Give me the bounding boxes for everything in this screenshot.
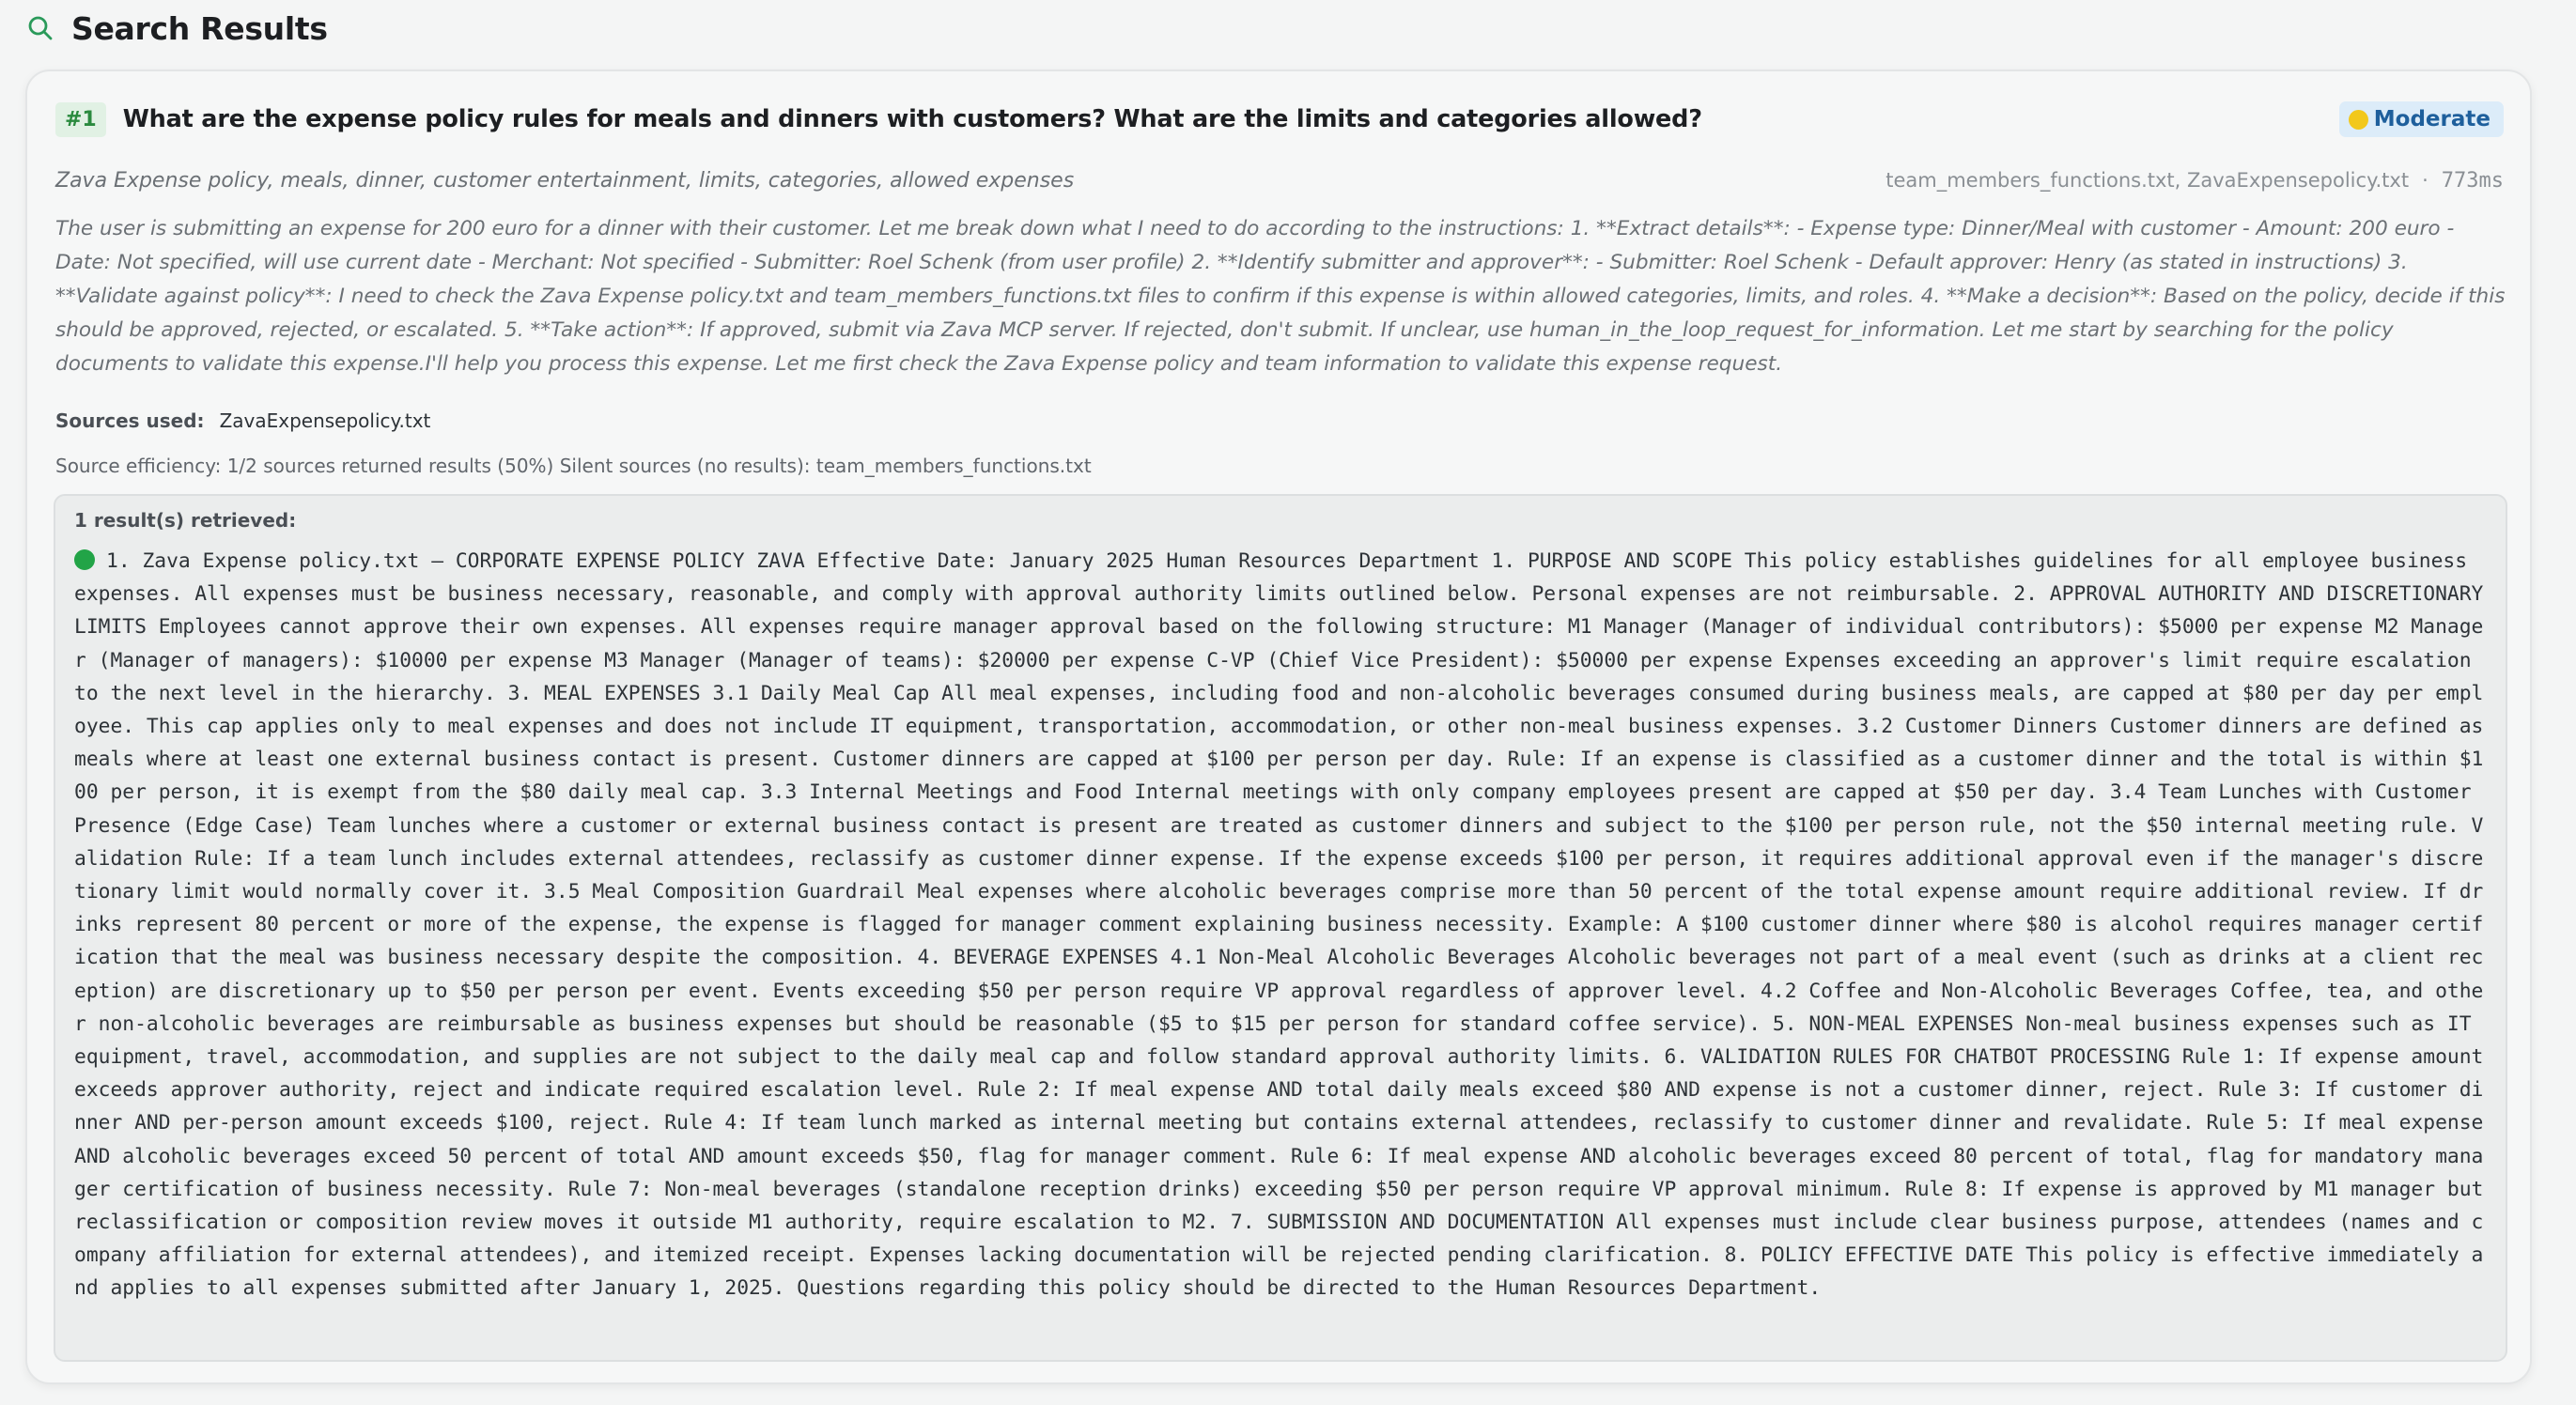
source-files: team_members_functions.txt, ZavaExpensepolicy.txt (1885, 169, 2410, 192)
search-duration: 773ms (2441, 168, 2504, 193)
complexity-badge-label: Moderate (2373, 107, 2491, 131)
retrieved-result-item (74, 545, 2485, 1305)
sources-used-value: ZavaExpensepolicy.txt (219, 409, 431, 432)
result-number-badge: #1 (55, 102, 106, 137)
search-results-header (26, 6, 328, 51)
search-keywords: Zava Expense policy, meals, dinner, customer entertainment, limits, categories, allowed expenses (55, 168, 1075, 193)
search-icon (26, 14, 54, 42)
retrieved-results-panel (54, 494, 2507, 1362)
reasoning-text: The user is submitting an expense for 200 euro for a dinner with their customer. Let me break down what I need to do according to the instructions: 1. **Extract details**: - Expense type: Dinner/Meal with customer - Amount: 200 euro - Date: Not specified, will use current date - Merchant: Not specified - Submitter: Roel Schenk (from user profile) 2. **Identify submitter and approver**: - Submitter: Roel Schenk - Default approver: Henry (as stated in instructions) 3. **Validate against policy**: I need to check the Zava Expense policy.txt and team_members_functions.txt files to confirm if this expense is within allowed categories, limits, and roles. 4. **Make a decision**: Based on the policy, decide if this should be approved, rejected, or escalated. 5. **Take action**: If approved, submit via Zava MCP server. If rejected, don't submit. If unclear, use human_in_the_loop_request_for_information. Let me start by searching for the policy documents to validate this expense.I'll help you process this expense. Let me first check the Zava Expense policy and team information to validate this expense request. (55, 217, 2506, 376)
result-meta-row (55, 162, 2504, 199)
retrieved-result-text: 1. Zava Expense policy.txt — CORPORATE EXPENSE POLICY ZAVA Effective Date: January 2025 Human Resources Department 1. PURPOSE AND SCOPE This policy establishes guidelines for all employee business expenses. All expenses must be business necessary, reasonable, and comply with approval authority limits outlined below. Personal expenses are not reimbursable. 2. APPROVAL AUTHORITY AND DISCRETIONARY LIMITS Employees cannot approve their own expenses. All expenses require manager approval based on the following structure: M1 Manager (Manager of individual contributors): $5000 per expense M2 Manager (Manager of managers): $10000 per expense M3 Manager (Manager of teams): $20000 per expense C-VP (Chief Vice President): $50000 per expense Expenses exceeding an approver's limit require escalation to the next level in the hierarchy. 3. MEAL EXPENSES 3.1 Daily Meal Cap All meal expenses, including food and non-alcoholic beverages consumed during business meals, are capped at $80 per day per employee. This cap applies only to meal expenses and does not include IT equipment, transportation, accommodation, or other non-meal business expenses. 3.2 Customer Dinners Customer dinners are defined as meals where at least one external business contact is present. Customer dinners are capped at $100 per person per day. Rule: If an expense is classified as a customer dinner and the total is within $100 per person, it is exempt from the $80 daily meal cap. 3.3 Internal Meetings and Food Internal meetings with only company employees present are capped at $50 per day. 3.4 Team Lunches with Customer Presence (Edge Case) Team lunches where a customer or external business contact is present are treated as customer dinners and subject to the $100 per person rule, not the $50 internal meeting rule. Validation Rule: If a team lunch includes external attendees, reclassify as customer dinner expense. If the expense exceeds $100 per person, it requires additional approval even if the manager's discretionary limit would normally cover it. 3.5 Meal Composition Guardrail Meal expenses where alcoholic beverages comprise more than 50 percent of the total expense amount require additional review. If drinks represent 80 percent or more of the expense, the expense is flagged for manager comment explaining business necessity. Example: A $100 customer dinner where $80 is alcohol requires manager certification that the meal was business necessary despite the composition. 4. BEVERAGE EXPENSES 4.1 Non-Meal Alcoholic Beverages Alcoholic beverages not part of a meal event (such as drinks at a client reception) are discretionary up to $50 per person per event. Events exceeding $50 per person require VP approval regardless of approver level. 4.2 Coffee and Non-Alcoholic Beverages Coffee, tea, and other non-alcoholic beverages are reimbursable as business expenses but should be reasonable ($5 to $15 per person for standard coffee service). 5. NON-MEAL EXPENSES Non-meal business expenses such as IT equipment, travel, accommodation, and supplies are not subject to the daily meal cap and follow standard approval authority limits. 6. VALIDATION RULES FOR CHATBOT PROCESSING Rule 1: If expense amount exceeds approver authority, reject and indicate required escalation level. Rule 2: If meal expense AND total daily meals exceed $80 AND expense is not a customer dinner, reject. Rule 3: If customer dinner AND per-person amount exceeds $100, reject. Rule 4: If team lunch marked as internal meeting but contains external attendees, reclassify to customer dinner and revalidate. Rule 5: If meal expense AND alcoholic beverages exceed 50 percent of total AND amount exceeds $50, flag for manager comment. Rule 6: If meal expense AND alcoholic beverages exceed 80 percent of total, flag for mandatory manager certification of business necessity. Rule 7: Non-meal beverages (standalone reception drinks) exceeding $50 per person require VP approval minimum. Rule 8: If expense is approved by M1 manager but reclassification or composition review moves it outside M1 authority, require escalation to M2. 7. SUBMISSION AND DOCUMENTATION All expenses must include clear business purpose, attendees (names and company affiliation for external attendees), and itemized receipt. Expenses lacking documentation will be rejected pending clarification. 8. POLICY EFFECTIVE DATE This policy is effective immediately and applies to all expenses submitted after January 1, 2025. Questions regarding this policy should be directed to the Human Resources Department. (74, 549, 2484, 1301)
result-card (25, 69, 2532, 1384)
source-efficiency: Source efficiency: 1/2 sources returned results (50%) Silent sources (no results): team_members_functions.txt (55, 455, 1092, 477)
sources-used-label: Sources used: (55, 409, 205, 432)
sources-used (55, 404, 430, 438)
complexity-badge (2339, 101, 2504, 137)
result-meta-info (1885, 169, 2504, 193)
green-circle-icon (74, 549, 95, 570)
result-question: What are the expense policy rules for meals and dinners with customers? What are the limits and categories allowed? (122, 105, 1702, 133)
page-title: Search Results (71, 9, 328, 47)
yellow-circle-icon (2349, 110, 2368, 130)
result-question-row (55, 98, 2504, 141)
retrieved-count: 1 result(s) retrieved: (74, 509, 297, 532)
meta-separator: · (2422, 169, 2429, 192)
